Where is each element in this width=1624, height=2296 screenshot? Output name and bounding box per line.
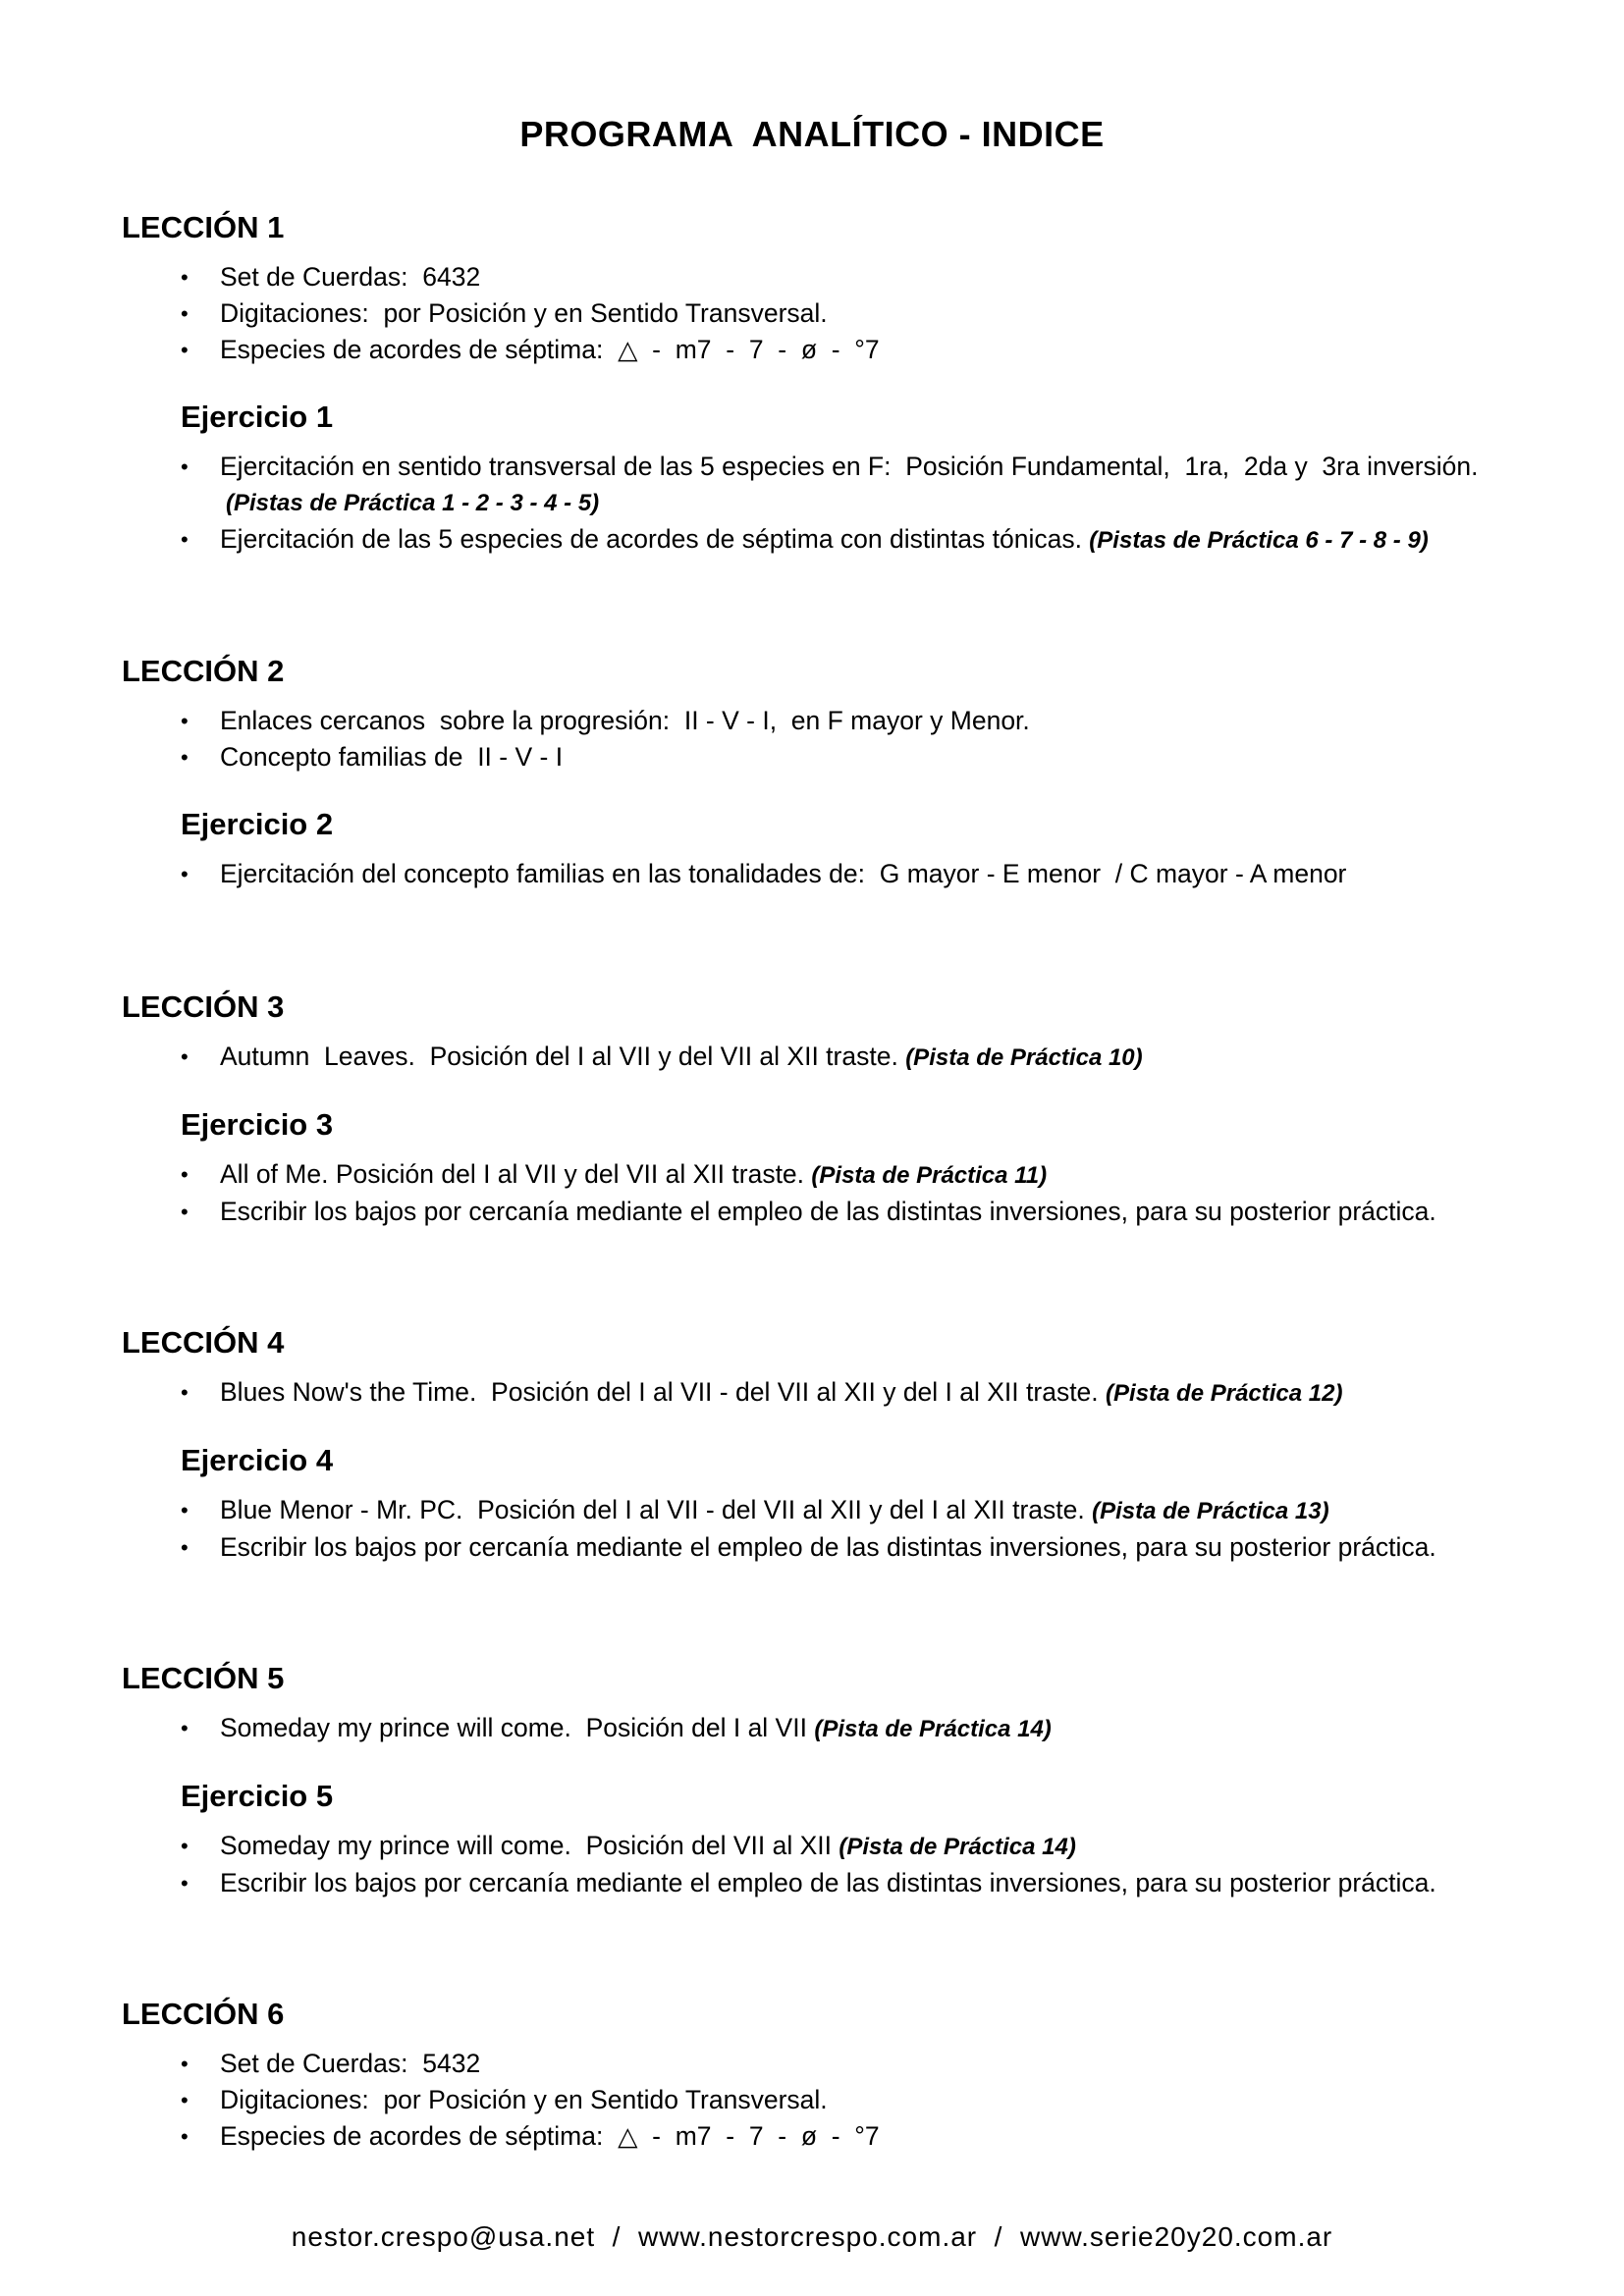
- bullet-icon: •: [181, 301, 189, 326]
- item-text: Blue Menor - Mr. PC. Posición del I al VII - del VII al XII y del I al XII traste.: [220, 1495, 1093, 1524]
- bullet-icon: •: [181, 2124, 189, 2149]
- lesson-6-section: [122, 1995, 1545, 2155]
- exercise-5-tasks: [122, 1828, 1545, 1901]
- bullet-icon: •: [181, 1498, 189, 1522]
- lesson-title: LECCIÓN 2: [122, 654, 285, 688]
- practice-track-note: (Pista de Práctica 12): [1106, 1380, 1343, 1407]
- bullet-icon: •: [181, 709, 189, 733]
- lesson-2-topics: [122, 703, 1545, 775]
- item-text: Enlaces cercanos sobre la progresión: II - V - I, en F mayor y Menor.: [220, 706, 1030, 735]
- lesson-title: LECCIÓN 1: [122, 210, 285, 244]
- list-item: [122, 2082, 1545, 2118]
- item-text: Blues Now's the Time. Posición del I al VII - del VII al XII y del I al XII traste.: [220, 1377, 1107, 1407]
- page-title: PROGRAMA ANALÍTICO - INDICE: [519, 114, 1105, 154]
- practice-track-note: (Pistas de Práctica 1 - 2 - 3 - 4 - 5): [226, 490, 600, 516]
- lesson-5-topics: [122, 1710, 1545, 1747]
- list-item: [122, 1529, 1545, 1566]
- bullet-icon: •: [181, 1044, 189, 1069]
- list-item: [122, 1374, 1545, 1412]
- item-text: Someday my prince will come. Posición del VII al XII: [220, 1831, 839, 1860]
- exercise-4-tasks: [122, 1492, 1545, 1566]
- list-item: [122, 259, 1545, 295]
- item-text: Digitaciones: por Posición y en Sentido Transversal.: [220, 2085, 828, 2114]
- list-item: [122, 1710, 1545, 1747]
- item-text: Autumn Leaves. Posición del I al VII y del VII al XII traste.: [220, 1041, 906, 1071]
- item-text: Concepto familias de II - V - I: [220, 742, 564, 772]
- list-item: [122, 1492, 1545, 1529]
- bullet-icon: •: [181, 265, 189, 290]
- bullet-icon: •: [181, 745, 189, 770]
- lesson-title: LECCIÓN 3: [122, 989, 285, 1024]
- lesson-1-topics: [122, 259, 1545, 368]
- bullet-icon: •: [181, 1716, 189, 1740]
- exercise-2-tasks: [122, 856, 1545, 892]
- list-item: [122, 295, 1545, 332]
- bullet-icon: •: [181, 2088, 189, 2112]
- item-text: Ejercitación del concepto familias en las tonalidades de: G mayor - E menor / C mayor - A menor: [220, 859, 1347, 888]
- item-text: Someday my prince will come. Posición del I al VII: [220, 1713, 815, 1742]
- lesson-5-section: [122, 1659, 1545, 1901]
- item-text: Especies de acordes de séptima: △ - m7 - 7 - ø - °7: [220, 2121, 880, 2151]
- list-item: [122, 739, 1545, 775]
- bullet-icon: •: [181, 1200, 189, 1224]
- practice-track-note: (Pistas de Práctica 6 - 7 - 8 - 9): [1089, 527, 1429, 554]
- lesson-title: LECCIÓN 6: [122, 1997, 285, 2031]
- item-text: Escribir los bajos por cercanía mediante el empleo de las distintas inversiones, para su posterior práctica.: [220, 1197, 1436, 1226]
- list-item: [122, 449, 1545, 521]
- practice-track-note: (Pista de Práctica 14): [839, 1834, 1076, 1860]
- practice-track-note: (Pista de Práctica 10): [905, 1044, 1143, 1071]
- lesson-6-topics: [122, 2046, 1545, 2155]
- item-text: All of Me. Posición del I al VII y del VII al XII traste.: [220, 1159, 812, 1189]
- lesson-title: LECCIÓN 4: [122, 1325, 285, 1360]
- bullet-icon: •: [181, 527, 189, 552]
- item-text: Set de Cuerdas: 5432: [220, 2049, 481, 2078]
- lesson-1-section: [122, 208, 1545, 559]
- list-item: [122, 856, 1545, 892]
- lesson-2-section: [122, 652, 1545, 892]
- list-item: [122, 703, 1545, 739]
- list-item: [122, 1039, 1545, 1076]
- list-item: [122, 1194, 1545, 1230]
- exercise-title: Ejercicio 1: [181, 400, 334, 434]
- list-item: [122, 1865, 1545, 1901]
- bullet-icon: •: [181, 1162, 189, 1187]
- list-item: [122, 521, 1545, 559]
- lesson-4-section: [122, 1323, 1545, 1566]
- exercise-title: Ejercicio 4: [181, 1443, 334, 1477]
- practice-track-note: (Pista de Práctica 13): [1092, 1498, 1329, 1524]
- item-text: Set de Cuerdas: 6432: [220, 262, 481, 292]
- exercise-1-tasks: [122, 449, 1545, 559]
- lesson-4-topics: [122, 1374, 1545, 1412]
- exercise-title: Ejercicio 2: [181, 807, 334, 841]
- bullet-icon: •: [181, 862, 189, 886]
- footer-contact: nestor.crespo@usa.net / www.nestorcrespo.com.ar / www.serie20y20.com.ar: [291, 2221, 1333, 2252]
- item-text: Escribir los bajos por cercanía mediante el empleo de las distintas inversiones, para su posterior práctica.: [220, 1532, 1436, 1562]
- bullet-icon: •: [181, 1871, 189, 1896]
- list-item: [122, 1828, 1545, 1865]
- list-item: [122, 332, 1545, 368]
- bullet-icon: •: [181, 1535, 189, 1560]
- exercise-3-tasks: [122, 1156, 1545, 1230]
- bullet-icon: •: [181, 454, 189, 479]
- exercise-title: Ejercicio 5: [181, 1779, 334, 1813]
- item-text: Ejercitación de las 5 especies de acordes de séptima con distintas tónicas.: [220, 524, 1090, 554]
- bullet-icon: •: [181, 1834, 189, 1858]
- bullet-icon: •: [181, 1380, 189, 1405]
- list-item: [122, 2118, 1545, 2155]
- practice-track-note: (Pista de Práctica 14): [814, 1716, 1052, 1742]
- list-item: [122, 1156, 1545, 1194]
- item-text: Ejercitación en sentido transversal de las 5 especies en F: Posición Fundamental, 1ra, 2da y 3ra inversión.: [220, 452, 1479, 481]
- list-item: [122, 2046, 1545, 2082]
- bullet-icon: •: [181, 338, 189, 362]
- item-text: Digitaciones: por Posición y en Sentido Transversal.: [220, 298, 828, 328]
- item-text: Especies de acordes de séptima: △ - m7 - 7 - ø - °7: [220, 335, 880, 364]
- lesson-title: LECCIÓN 5: [122, 1661, 285, 1695]
- lesson-3-topics: [122, 1039, 1545, 1076]
- practice-track-note: (Pista de Práctica 11): [811, 1162, 1048, 1189]
- exercise-title: Ejercicio 3: [181, 1107, 334, 1142]
- lesson-3-section: [122, 988, 1545, 1230]
- item-text: Escribir los bajos por cercanía mediante el empleo de las distintas inversiones, para su posterior práctica.: [220, 1868, 1436, 1897]
- bullet-icon: •: [181, 2052, 189, 2076]
